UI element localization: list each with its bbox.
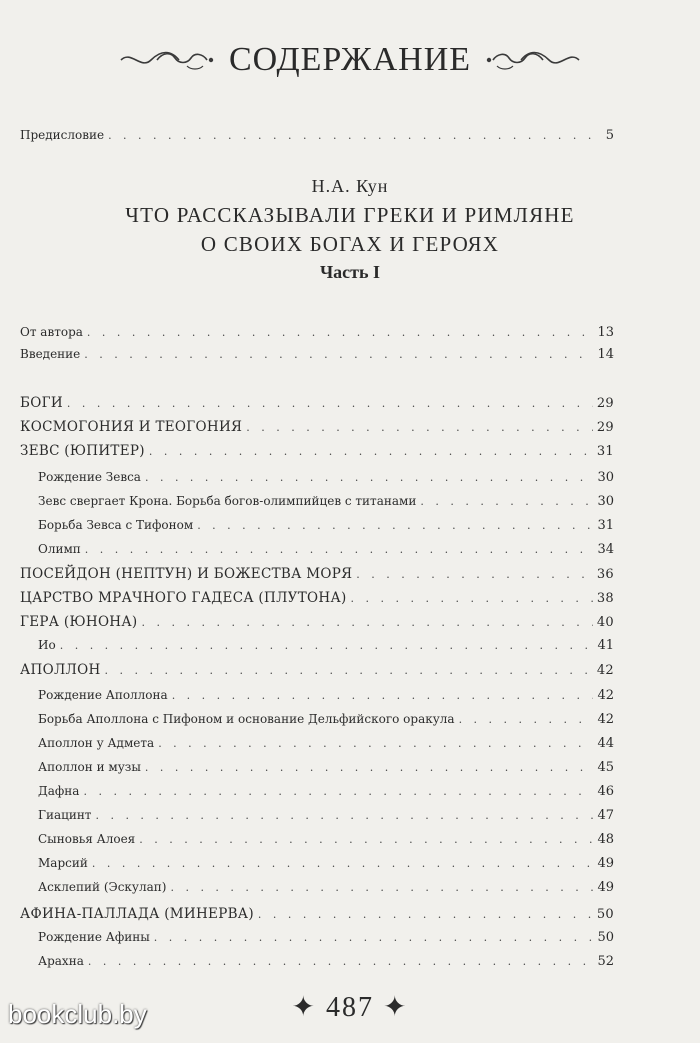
entry-label: От автора	[20, 325, 83, 339]
entry-page: 45	[597, 760, 614, 775]
entry-label: Аполлон у Адмета	[38, 736, 155, 750]
leader-dots	[420, 495, 593, 508]
watermark: bookclub.by	[8, 999, 147, 1029]
entry-label: КОСМОГОНИЯ И ТЕОГОНИЯ	[20, 419, 243, 435]
entry-page: 40	[596, 615, 614, 630]
toc-entry-sub	[38, 688, 614, 703]
left-ornament-icon	[117, 46, 217, 74]
leader-dots	[105, 664, 593, 677]
toc-entry-section	[20, 566, 614, 582]
book-author: Н.А. Кун	[311, 176, 389, 196]
entry-label: АФИНА-ПАЛЛАДА (МИНЕРВА)	[20, 906, 254, 922]
entry-page: 50	[597, 930, 614, 945]
entry-page: 48	[597, 832, 614, 847]
entry-label: Рождение Аполлона	[38, 688, 168, 702]
diamond-icon: ✦	[291, 992, 326, 1023]
entry-page: 49	[597, 856, 614, 871]
entry-label: Рождение Афины	[38, 930, 150, 944]
leader-dots	[246, 421, 593, 434]
toc-entry-sub	[38, 808, 614, 823]
toc-entry-section	[20, 662, 614, 678]
entry-page: 31	[597, 518, 614, 533]
toc-entry-preface	[20, 128, 614, 143]
toc-entry-section	[20, 443, 614, 459]
toc-entry-sub	[38, 542, 614, 557]
entry-page: 30	[597, 494, 614, 509]
entry-label: Арахна	[38, 954, 84, 968]
entry-page: 49	[597, 880, 614, 895]
toc-entry-section	[20, 906, 614, 922]
leader-dots	[197, 519, 593, 532]
entry-label: Рождение Зевса	[38, 470, 141, 484]
toc-entry	[20, 347, 614, 362]
leader-dots	[67, 397, 593, 410]
toc-entry-sub	[38, 760, 614, 775]
entry-label: ГЕРА (ЮНОНА)	[20, 614, 138, 630]
toc-entry-sub	[38, 930, 614, 945]
leader-dots	[149, 445, 593, 458]
entry-label: ЗЕВС (ЮПИТЕР)	[20, 443, 145, 459]
leader-dots	[88, 955, 594, 968]
leader-dots	[154, 931, 594, 944]
book-title-line-1: ЧТО РАССКАЗЫВАЛИ ГРЕКИ И РИМЛЯНЕ	[125, 203, 575, 227]
entry-label: Олимп	[38, 542, 81, 556]
leader-dots	[139, 833, 593, 846]
entry-page: 46	[597, 784, 614, 799]
leader-dots	[83, 785, 593, 798]
entry-page: 42	[596, 663, 614, 678]
entry-label: АПОЛЛОН	[20, 662, 101, 678]
entry-label: Введение	[20, 347, 81, 361]
entry-label: Борьба Зевса с Тифоном	[38, 518, 194, 532]
leader-dots	[84, 348, 593, 361]
toc-entry-sub	[38, 712, 614, 727]
leader-dots	[95, 809, 593, 822]
entry-page: 44	[597, 736, 614, 751]
entry-label: ЦАРСТВО МРАЧНОГО ГАДЕСА (ПЛУТОНА)	[20, 590, 347, 606]
entry-page: 13	[597, 325, 614, 340]
leader-dots	[459, 713, 594, 726]
diamond-icon: ✦	[374, 992, 409, 1023]
leader-dots	[60, 639, 594, 652]
page-number-value: 487	[326, 992, 374, 1023]
leader-dots	[92, 857, 594, 870]
entry-page: 36	[596, 567, 614, 582]
entry-label: Марсий	[38, 856, 88, 870]
toc-entry-section	[20, 614, 614, 630]
entry-label: Гиацинт	[38, 808, 92, 822]
entry-label: Предисловие	[20, 128, 105, 142]
entry-page: 29	[596, 396, 614, 411]
entry-label: Борьба Аполлона с Пифоном и основание Дельфийского оракула	[38, 712, 455, 726]
book-title-line-2: О СВОИХ БОГАХ И ГЕРОЯХ	[200, 232, 500, 256]
leader-dots	[170, 881, 593, 894]
toc-entry-section	[20, 590, 614, 606]
toc-entry-sub	[38, 954, 614, 969]
toc-entry-sub	[38, 856, 614, 871]
entry-label: БОГИ	[20, 395, 63, 411]
entry-page: 50	[596, 907, 614, 922]
leader-dots	[108, 129, 596, 142]
leader-dots	[87, 326, 594, 339]
entry-page: 14	[597, 347, 614, 362]
toc-entry-sub	[38, 736, 614, 751]
entry-label: ПОСЕЙДОН (НЕПТУН) И БОЖЕСТВА МОРЯ	[20, 566, 353, 582]
toc-entry-sub	[38, 470, 614, 485]
leader-dots	[172, 689, 594, 702]
entry-page: 42	[597, 688, 614, 703]
entry-label: Зевс свергает Крона. Борьба богов-олимпийцев с титанами	[38, 494, 417, 508]
leader-dots	[85, 543, 594, 556]
leader-dots	[258, 908, 593, 921]
entry-label: Асклепий (Эскулап)	[38, 880, 167, 894]
toc-entry-sub	[38, 784, 614, 799]
book-part: Часть I	[319, 262, 381, 282]
entry-page: 42	[597, 712, 614, 727]
entry-page: 38	[596, 591, 614, 606]
leader-dots	[141, 616, 592, 629]
heading-row	[0, 38, 700, 82]
page-title: СОДЕРЖАНИЕ	[228, 41, 472, 78]
entry-label: Аполлон и музы	[38, 760, 141, 774]
entry-page: 31	[596, 444, 614, 459]
leader-dots	[351, 592, 593, 605]
entry-page: 47	[597, 808, 614, 823]
leader-dots	[356, 568, 593, 581]
entry-label: Ио	[38, 638, 56, 652]
toc-entry-sub	[38, 518, 614, 533]
toc-entry	[20, 325, 614, 340]
leader-dots	[145, 761, 594, 774]
entry-label: Сыновья Алоея	[38, 832, 136, 846]
entry-page: 5	[605, 128, 614, 143]
right-ornament-icon	[483, 46, 583, 74]
entry-page: 34	[597, 542, 614, 557]
toc-entry-sub	[38, 880, 614, 895]
toc-entry-section	[20, 419, 614, 435]
leader-dots	[158, 737, 593, 750]
toc-entry-sub	[38, 832, 614, 847]
toc-entry-section	[20, 395, 614, 411]
leader-dots	[145, 471, 594, 484]
entry-page: 41	[597, 638, 614, 653]
entry-page: 52	[597, 954, 614, 969]
entry-page: 29	[596, 420, 614, 435]
entry-label: Дафна	[38, 784, 80, 798]
entry-page: 30	[597, 470, 614, 485]
toc-entry-sub	[38, 494, 614, 509]
toc-entry-sub	[38, 638, 614, 653]
